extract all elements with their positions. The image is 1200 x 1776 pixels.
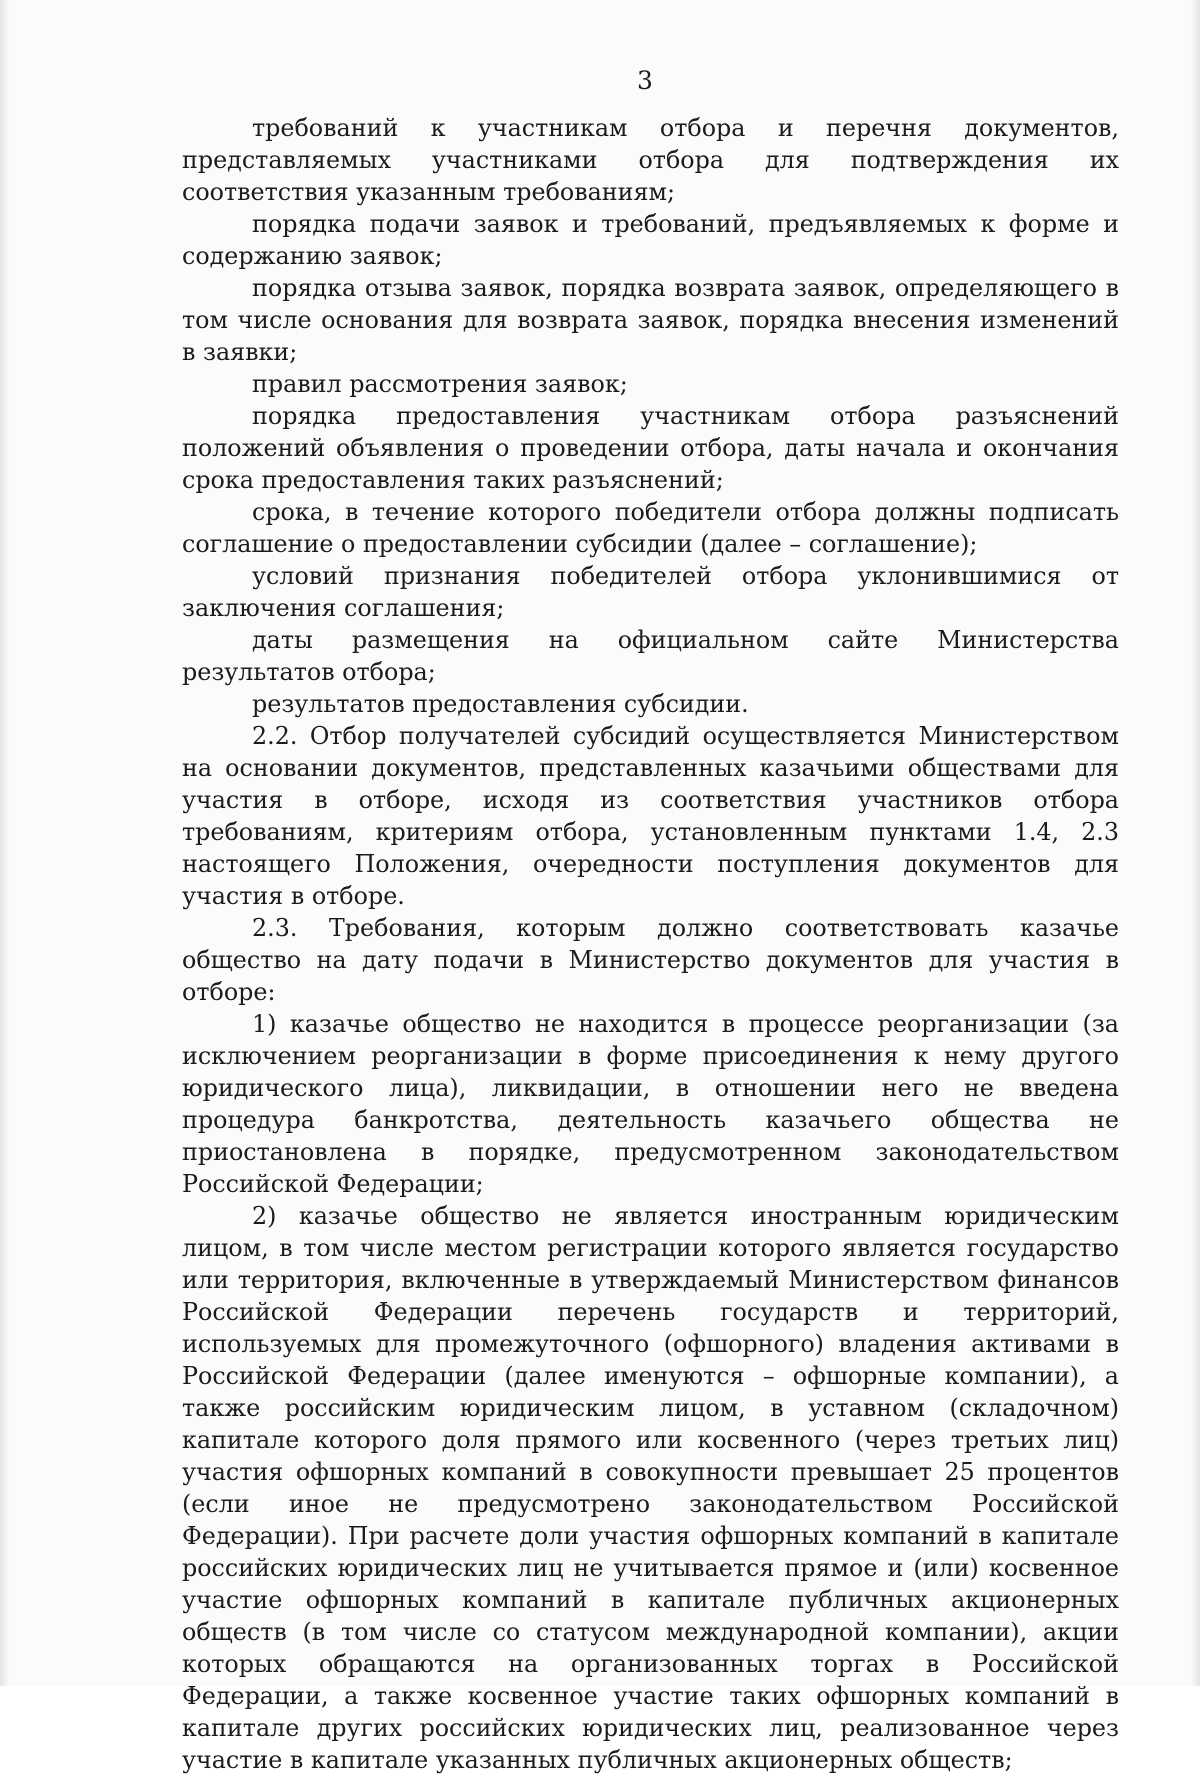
document-body [182, 112, 1119, 1776]
paragraph: срока, в течение которого победители отбора должны подписать соглашение о предоставлении субсидии (далее – соглашение); [182, 498, 1119, 558]
paragraph: условий признания победителей отбора уклонившимися от заключения соглашения; [182, 562, 1119, 622]
page-number: 3 [637, 66, 653, 95]
paragraph: порядка подачи заявок и требований, предъявляемых к форме и содержанию заявок; [182, 210, 1119, 270]
paragraph: 2.3. Требования, которым должно соответствовать казачье общество на дату подачи в Министерство документов для участия в отборе: [182, 914, 1119, 1006]
paragraph: 1) казачье общество не находится в процессе реорганизации (за исключением реорганизации в форме присоединения к нему другого юридического лица), ликвидации, в отношении него не введена процедура банкротства, деятельность казачьего общества не приостановлена в порядке, предусмотренном законодательством Российской Федерации; [182, 1010, 1119, 1198]
scan-edge-left [0, 0, 10, 1686]
paragraph: требований к участникам отбора и перечня документов, представляемых участниками отбора для подтверждения их соответствия указанным требованиям; [182, 114, 1119, 206]
scan-edge-right [1190, 0, 1200, 1686]
paragraph: 2) казачье общество не является иностранным юридическим лицом, в том числе местом регистрации которого является государство или территория, включенные в утверждаемый Министерством финансов Российской Федерации перечень государств и территорий, используемых для промежуточного (офшорного) владения активами в Российской Федерации (далее именуются – офшорные компании), а также российским юридическим лицом, в уставном (складочном) капитале которого доля прямого или косвенного (через третьих лиц) участия офшорных компаний в совокупности превышает 25 процентов (если иное не предусмотрено законодательством Российской Федерации). При расчете доли участия офшорных компаний в капитале российских юридических лиц не учитывается прямое и (или) косвенное участие офшорных компаний в капитале публичных акционерных обществ (в том числе со статусом международной компании), акции которых обращаются на организованных торгах в Российской Федерации, а также косвенное участие таких офшорных компаний в капитале других российских юридических лиц, реализованное через участие в капитале указанных публичных акционерных обществ; [182, 1202, 1119, 1774]
paragraph: даты размещения на официальном сайте Министерства результатов отбора; [182, 626, 1119, 686]
paragraph: правил рассмотрения заявок; [252, 370, 628, 398]
paragraph: порядка отзыва заявок, порядка возврата заявок, определяющего в том числе основания для возврата заявок, порядка внесения изменений в заявки; [182, 274, 1119, 366]
paragraph: результатов предоставления субсидии. [252, 690, 749, 718]
paragraph: 2.2. Отбор получателей субсидий осуществляется Министерством на основании документов, представленных казачьими обществами для участия в отборе, исходя из соответствия участников отбора требованиям, критериям отбора, установленным пунктами 1.4, 2.3 настоящего Положения, очередности поступления документов для участия в отборе. [182, 722, 1119, 910]
paragraph: порядка предоставления участникам отбора разъяснений положений объявления о проведении отбора, даты начала и окончания срока предоставления таких разъяснений; [182, 402, 1119, 494]
